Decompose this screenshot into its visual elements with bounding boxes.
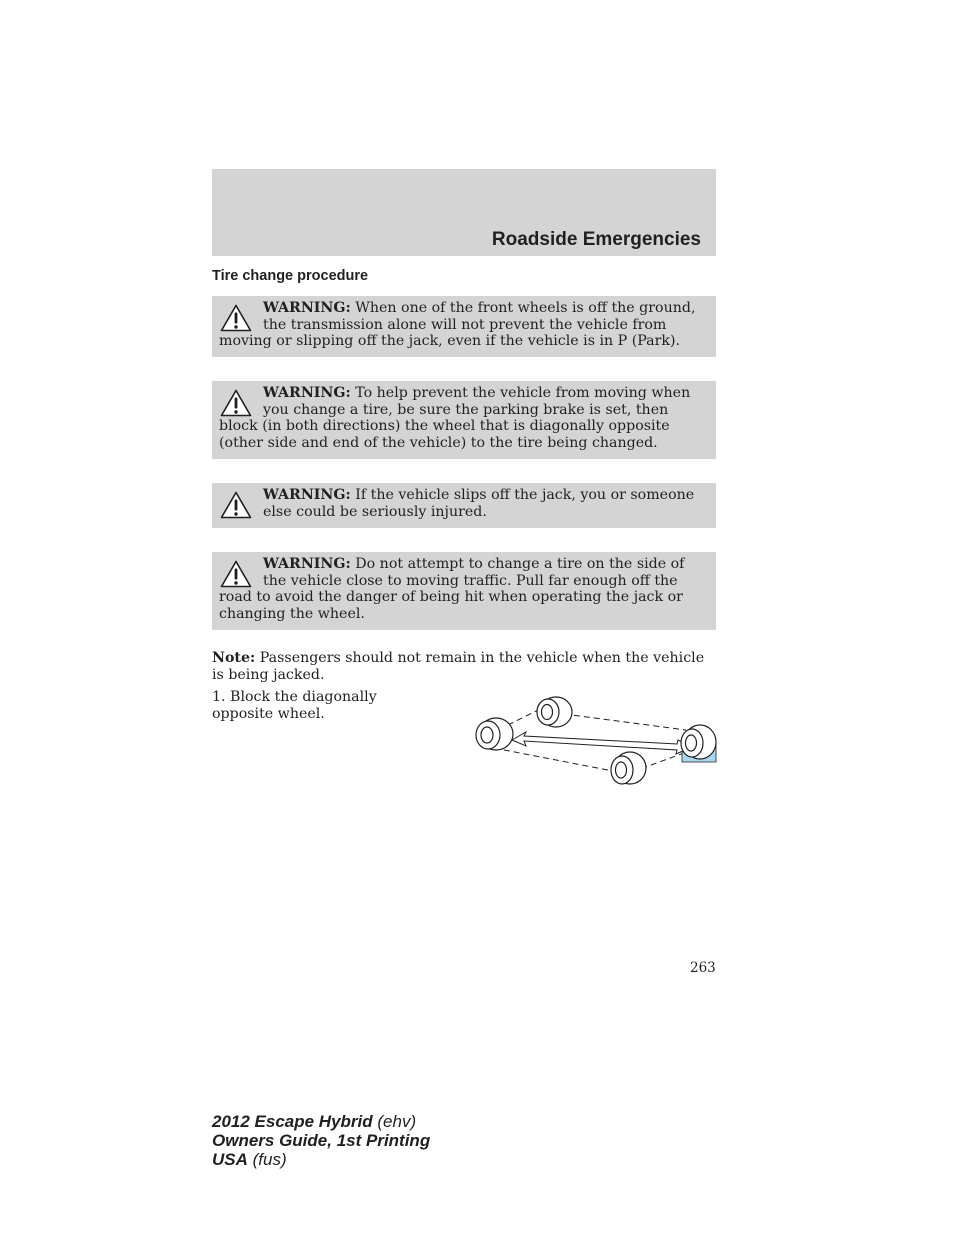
warning-triangle-icon — [220, 389, 252, 417]
warning-label: WARNING: — [263, 487, 351, 503]
chapter-title: Roadside Emergencies — [491, 229, 701, 250]
wheel-front-left — [537, 697, 572, 727]
chapter-header-band — [212, 169, 716, 256]
page-number: 263 — [690, 960, 716, 976]
note-paragraph — [212, 650, 716, 683]
note-text: Passengers should not remain in the vehicle when the vehicle is being jacked. — [212, 650, 705, 683]
warning-text: When one of the front wheels is off the ground, the transmission alone will not prevent the vehicle from moving or slipping off the jack, even if the vehicle is in P (Park). — [219, 300, 696, 349]
footer-model: 2012 Escape Hybrid — [212, 1112, 373, 1131]
wheel-rear-left — [476, 718, 513, 750]
diagonal-wheel-block-illustration — [472, 692, 718, 788]
warning-triangle-icon — [220, 560, 252, 588]
note-label: Note: — [212, 650, 256, 666]
footer-market: USA — [212, 1150, 248, 1169]
step-1: 1. Block the diagonally opposite wheel. — [212, 689, 377, 722]
warning-text: To help prevent the vehicle from moving when you change a tire, be sure the parking brake is set, then block (in both directions) the wheel that is diagonally opposite (other side and end of the vehicle) to the tire being changed. — [219, 385, 691, 451]
warning-triangle-icon — [220, 304, 252, 332]
footer-printing: Owners Guide, 1st Printing — [212, 1131, 431, 1150]
footer-imprint — [212, 1112, 430, 1169]
section-title: Tire change procedure — [212, 268, 369, 284]
warning-box-4 — [212, 552, 716, 630]
footer-market-code: (fus) — [247, 1150, 287, 1169]
warning-box-3 — [212, 483, 716, 528]
warning-label: WARNING: — [263, 556, 351, 572]
warning-box-2 — [212, 381, 716, 459]
wheel-front-right — [681, 725, 716, 759]
wheel-rear-right — [611, 752, 646, 784]
warning-box-1 — [212, 296, 716, 357]
footer-model-code: (ehv) — [372, 1112, 417, 1131]
warning-label: WARNING: — [263, 300, 351, 316]
warning-triangle-icon — [220, 491, 252, 519]
warning-text: Do not attempt to change a tire on the side of the vehicle close to moving traffic. Pull far enough off the road to avoid the danger of being hit when operating the jack or changing the wheel. — [219, 556, 685, 622]
warning-label: WARNING: — [263, 385, 351, 401]
warning-text: If the vehicle slips off the jack, you or someone else could be seriously injured. — [263, 487, 695, 520]
